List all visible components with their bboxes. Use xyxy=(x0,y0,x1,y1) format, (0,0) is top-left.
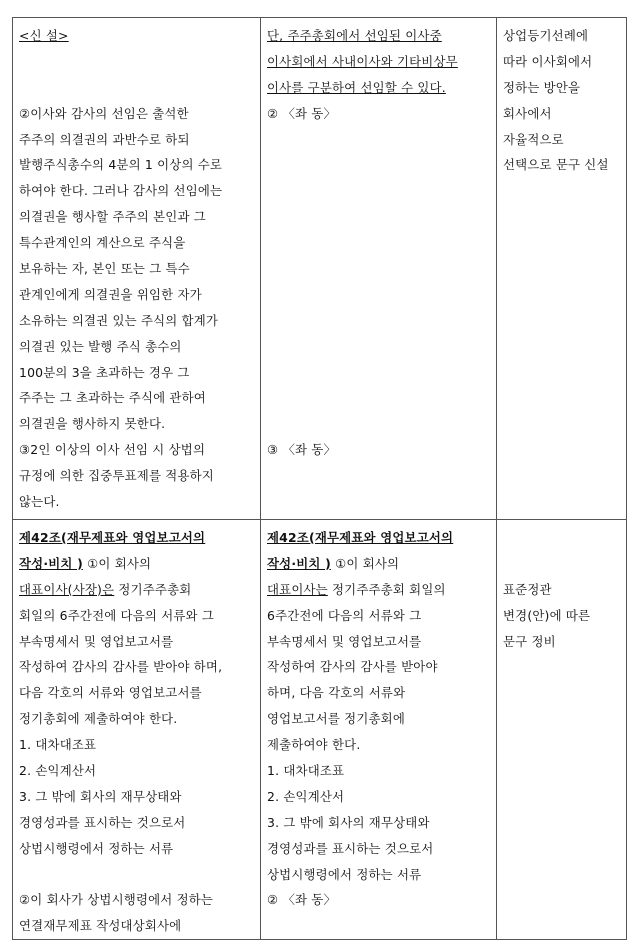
text-line: 다음 각호의 서류와 영업보고서를 xyxy=(19,685,202,701)
text-line: 표준정관 xyxy=(503,581,552,597)
text-line: 3. 그 밖에 회사의 재무상태와 xyxy=(267,814,430,830)
text-line: 100분의 3을 초과하는 경우 그 xyxy=(19,364,190,380)
text-line: ②이사와 감사의 선임은 출석한 xyxy=(19,105,189,121)
text-line: 정기총회에 제출하여야 한다. xyxy=(19,711,178,727)
text-line: ②이 회사가 상법시행령에서 정하는 xyxy=(19,892,214,908)
text-line: 의결권 있는 발행 주식 총수의 xyxy=(19,338,182,354)
text-line: 회일의 6주간전에 다음의 서류와 그 xyxy=(19,607,215,623)
text-line: 1. 대차대조표 xyxy=(19,737,97,753)
text-line: 따라 이사회에서 xyxy=(503,53,593,69)
text-line: 2. 손익계산서 xyxy=(19,763,97,779)
text-line: 문구 정비 xyxy=(503,633,556,649)
text-line: 주주는 그 초과하는 주식에 관하여 xyxy=(19,390,206,406)
text-line: 영업보고서를 정기총회에 xyxy=(267,711,406,727)
text-line: 의결권을 행사할 주주의 본인과 그 xyxy=(19,209,206,225)
text-line: 하며, 다음 각호의 서류와 xyxy=(267,685,406,701)
text-line: 정하는 방안을 xyxy=(503,79,581,95)
reason-cell xyxy=(497,520,627,940)
text-line: 2. 손익계산서 xyxy=(267,788,345,804)
text-line: 제출하여야 한다. xyxy=(267,737,361,753)
text-line: 이사회에서 사내이사와 기타비상무 xyxy=(267,53,458,69)
text-line: 1. 대차대조표 xyxy=(267,763,345,779)
text-fragment: ①이 회사의 xyxy=(82,555,152,571)
text-line: 자율적으로 xyxy=(503,131,564,147)
text-line: 않는다. xyxy=(19,494,60,510)
text-line: 상법시행령에서 정하는 서류 xyxy=(19,840,174,856)
text-line: 특수관계인의 계산으로 주식을 xyxy=(19,235,186,251)
same-as-left-item: ③ 〈좌 동〉 xyxy=(267,442,337,458)
text-line: 상법시행령에서 정하는 서류 xyxy=(267,866,422,882)
text-line: 경영성과를 표시하는 것으로서 xyxy=(19,814,186,830)
article-title: 제42조(재무제표와 영업보고서의 xyxy=(267,530,454,545)
text-fragment: 정기주주총회 xyxy=(114,581,192,597)
text-line: 발행주식총수의 4분의 1 이상의 수로 xyxy=(19,157,223,173)
same-as-left-item: ② 〈좌 동〉 xyxy=(267,892,337,908)
text-fragment: ①이 회사의 xyxy=(330,555,400,571)
text-line: 선택으로 문구 신설 xyxy=(503,157,609,173)
text-line: 작성하여 감사의 감사를 받아야 xyxy=(267,659,438,675)
current-text-cell xyxy=(13,520,261,940)
article-title: 제42조(재무제표와 영업보고서의 xyxy=(19,530,206,545)
reason-cell xyxy=(497,18,627,520)
text-line: 단, 주주총회에서 선임된 이사중 xyxy=(267,28,442,43)
amended-text-cell xyxy=(261,520,497,940)
changed-term: 대표이사(사장)은 xyxy=(19,581,115,597)
new-clause-heading: <신 설> xyxy=(19,28,69,43)
current-text-cell xyxy=(13,18,261,520)
text-line: 소유하는 의결권 있는 주식의 합계가 xyxy=(19,312,219,328)
text-line: 3. 그 밖에 회사의 재무상태와 xyxy=(19,788,182,804)
text-line: 작성하여 감사의 감사를 받아야 하며, xyxy=(19,659,223,675)
text-line: 회사에서 xyxy=(503,105,552,121)
comparison-table xyxy=(12,17,627,940)
text-line: 의결권을 행사하지 못한다. xyxy=(19,416,166,432)
amended-text-cell xyxy=(261,18,497,520)
text-line: 경영성과를 표시하는 것으로서 xyxy=(267,840,434,856)
same-as-left-item: ② 〈좌 동〉 xyxy=(267,105,337,121)
text-line: 주주의 의결권의 과반수로 하되 xyxy=(19,131,190,147)
text-line: 상업등기선례에 xyxy=(503,28,589,43)
text-line: 변경(안)에 따른 xyxy=(503,607,591,623)
text-line: 관계인에게 의결권을 위임한 자가 xyxy=(19,286,202,302)
text-fragment: 정기주주총회 회일의 xyxy=(327,581,446,597)
text-line: 규정에 의한 집중투표제를 적용하지 xyxy=(19,468,214,484)
text-line: 연결재무제표 작성대상회사에 xyxy=(19,918,182,934)
text-line: 6주간전에 다음의 서류와 그 xyxy=(267,607,422,623)
text-line: 부속명세서 및 영업보고서를 xyxy=(267,633,422,649)
table-row xyxy=(13,18,627,520)
text-line: 보유하는 자, 본인 또는 그 특수 xyxy=(19,261,190,277)
table-row xyxy=(13,520,627,940)
text-line: 부속명세서 및 영업보고서를 xyxy=(19,633,174,649)
text-line: 이사를 구분하여 선임할 수 있다. xyxy=(267,79,446,95)
text-line: 하여야 한다. 그러나 감사의 선임에는 xyxy=(19,183,223,199)
article-title: 작성·비치 ) xyxy=(267,555,331,571)
changed-term: 대표이사는 xyxy=(267,581,328,597)
article-title: 작성·비치 ) xyxy=(19,555,83,571)
text-line: ③2인 이상의 이사 선임 시 상법의 xyxy=(19,442,206,458)
